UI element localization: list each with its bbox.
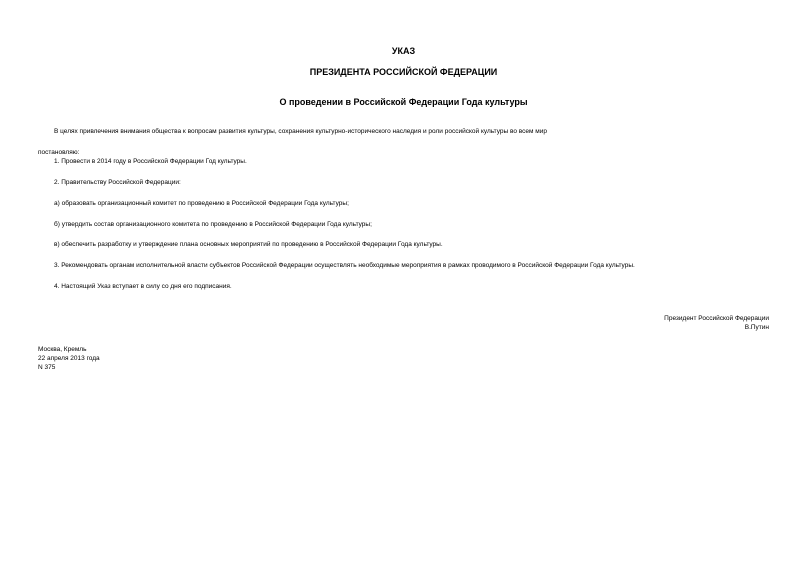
decree-text: постановляю: bbox=[38, 149, 80, 156]
signature-name: В.Путин bbox=[744, 324, 769, 331]
item-2a: а) образовать организационный комитет по проведению в Российской Федерации Года культуры; bbox=[54, 200, 349, 207]
document-subtitle: ПРЕЗИДЕНТА РОССИЙСКОЙ ФЕДЕРАЦИИ bbox=[309, 67, 498, 77]
footer-number: N 375 bbox=[38, 364, 56, 371]
item-4: 4. Настоящий Указ вступает в силу со дня его подписания. bbox=[54, 283, 232, 290]
item-2b: б) утвердить состав организационного комитета по проведению в Российской Федерации Года культуры; bbox=[54, 221, 372, 228]
item-2c: в) обеспечить разработку и утверждение плана основных мероприятий по проведению в Российской Федерации Года культуры. bbox=[54, 241, 443, 248]
footer-place: Москва, Кремль bbox=[38, 346, 87, 353]
preamble-text: В целях привлечения внимания общества к вопросам развития культуры, сохранения культурно-исторического наследия и роли российской культуры во всем мир bbox=[54, 128, 548, 135]
footer-date: 22 апреля 2013 года bbox=[38, 355, 100, 362]
document-heading: О проведении в Российской Федерации Года культуры bbox=[279, 97, 528, 107]
item-1: 1. Провести в 2014 году в Российской Федерации Год культуры. bbox=[54, 158, 247, 165]
document-title: УКАЗ bbox=[391, 46, 416, 56]
item-2: 2. Правительству Российской Федерации: bbox=[54, 179, 181, 186]
signature-position: Президент Российской Федерации bbox=[664, 315, 769, 322]
item-3: 3. Рекомендовать органам исполнительной власти субъектов Российской Федерации осуществлять необходимые мероприятия в рамках проводимого в Российской Федерации Года культуры. bbox=[54, 262, 635, 269]
